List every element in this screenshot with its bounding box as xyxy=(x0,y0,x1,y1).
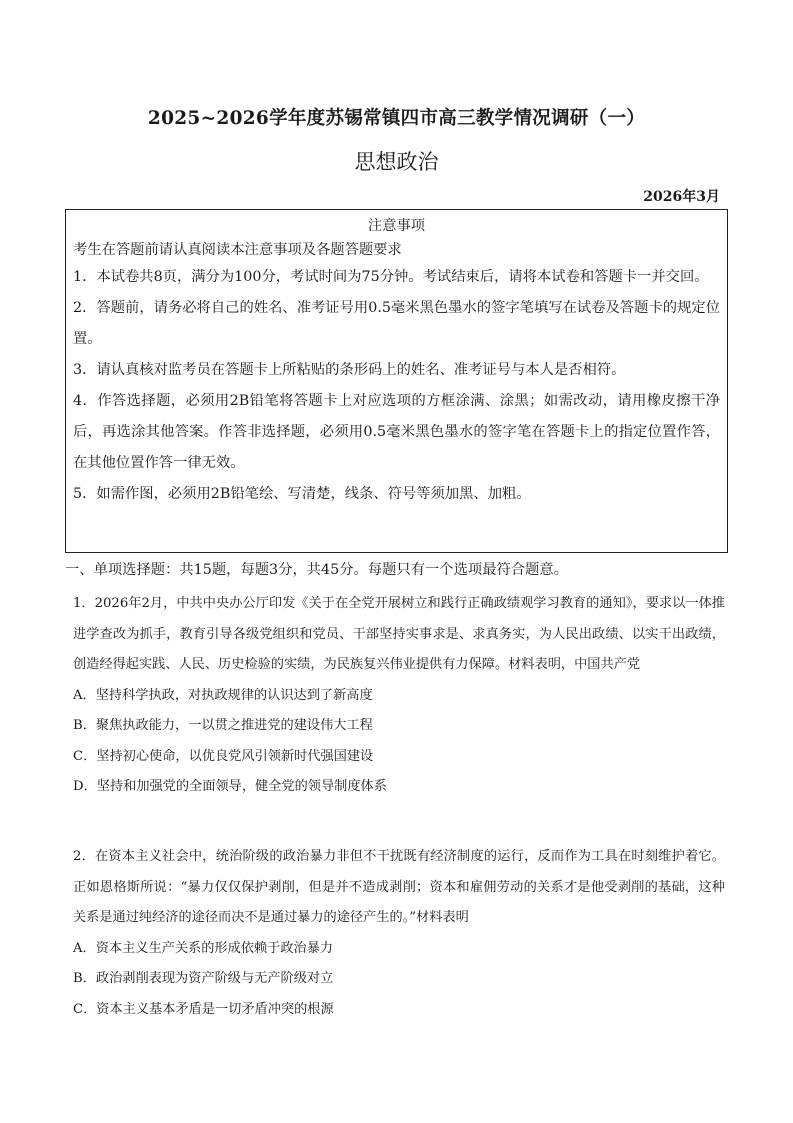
question-1 xyxy=(73,589,725,803)
option-a: A．资本主义生产关系的形成依赖于政治暴力 xyxy=(73,940,334,956)
notice-item-5: 5．如需作图，必须用2B铅笔绘、写清楚，线条、符号等须加黑、加粗。 xyxy=(73,486,531,502)
exam-subject: 思想政治 xyxy=(354,150,439,174)
question-stem: 1．2026年2月，中共中央办公厅印发《关于在全党开展树立和践行正确政绩观学习教育的通知》，要求以一体推进学查改为抓手，教育引导各级党组织和党员、干部坚持实事求是、求真务实，为人民出政绩、以实干出政绩，创造经得起实践、人民、历史检验的实绩，为民族复兴伟业提供有力保障。材料表明，中国共产党 xyxy=(73,596,725,672)
notice-item-3: 3．请认真核对监考员在答题卡上所粘贴的条形码上的姓名、准考证号与本人是否相符。 xyxy=(73,362,626,378)
option-c: C．坚持初心使命，以优良党风引领新时代强国建设 xyxy=(73,748,374,764)
notice-intro: 考生在答题前请认真阅读本注意事项及各题答题要求 xyxy=(73,242,402,258)
notice-item-1: 1．本试卷共8页，满分为100分，考试时间为75分钟。考试结束后，请将本试卷和答题卡一并交回。 xyxy=(73,269,709,285)
option-a: A．坚持科学执政，对执政规律的认识达到了新高度 xyxy=(73,687,373,703)
notice-title: 注意事项 xyxy=(367,218,426,234)
question-2 xyxy=(73,842,725,1025)
question-stem: 2．在资本主义社会中，统治阶级的政治暴力非但不干扰既有经济制度的运行，反而作为工具在时刻维护着它。正如恩格斯所说：“暴力仅仅保护剥削，但是并不造成剥削；资本和雇佣劳动的关系才是他受剥削的基础，这种关系是通过纯经济的途径而决不是通过暴力的途径产生的。”材料表明 xyxy=(73,849,725,925)
notice-box xyxy=(65,209,728,553)
notice-item-2: 2．答题前，请务必将自己的姓名、准考证号用0.5毫米黑色墨水的签字笔填写在试卷及答题卡的规定位置。 xyxy=(73,300,720,347)
option-d: D．坚持和加强党的全面领导，健全党的领导制度体系 xyxy=(73,779,387,794)
section-heading: 一、单项选择题：共15题，每题3分，共45分。每题只有一个选项最符合题意。 xyxy=(65,562,568,578)
exam-title: 2025~2026学年度苏锡常镇四市高三教学情况调研（一） xyxy=(147,108,646,129)
option-c: C．资本主义基本矛盾是一切矛盾冲突的根源 xyxy=(73,1001,334,1017)
notice-item-4: 4．作答选择题，必须用2B铅笔将答题卡上对应选项的方框涂满、涂黑；如需改动，请用橡皮擦干净后，再选涂其他答案。作答非选择题，必须用0.5毫米黑色墨水的签字笔在答题卡上的指定位置作答，在其他位置作答一律无效。 xyxy=(73,393,720,471)
exam-date: 2026年3月 xyxy=(643,189,720,205)
option-b: B．政治剥削表现为资产阶级与无产阶级对立 xyxy=(73,971,334,986)
option-b: B．聚焦执政能力，一以贯之推进党的建设伟大工程 xyxy=(73,718,373,733)
